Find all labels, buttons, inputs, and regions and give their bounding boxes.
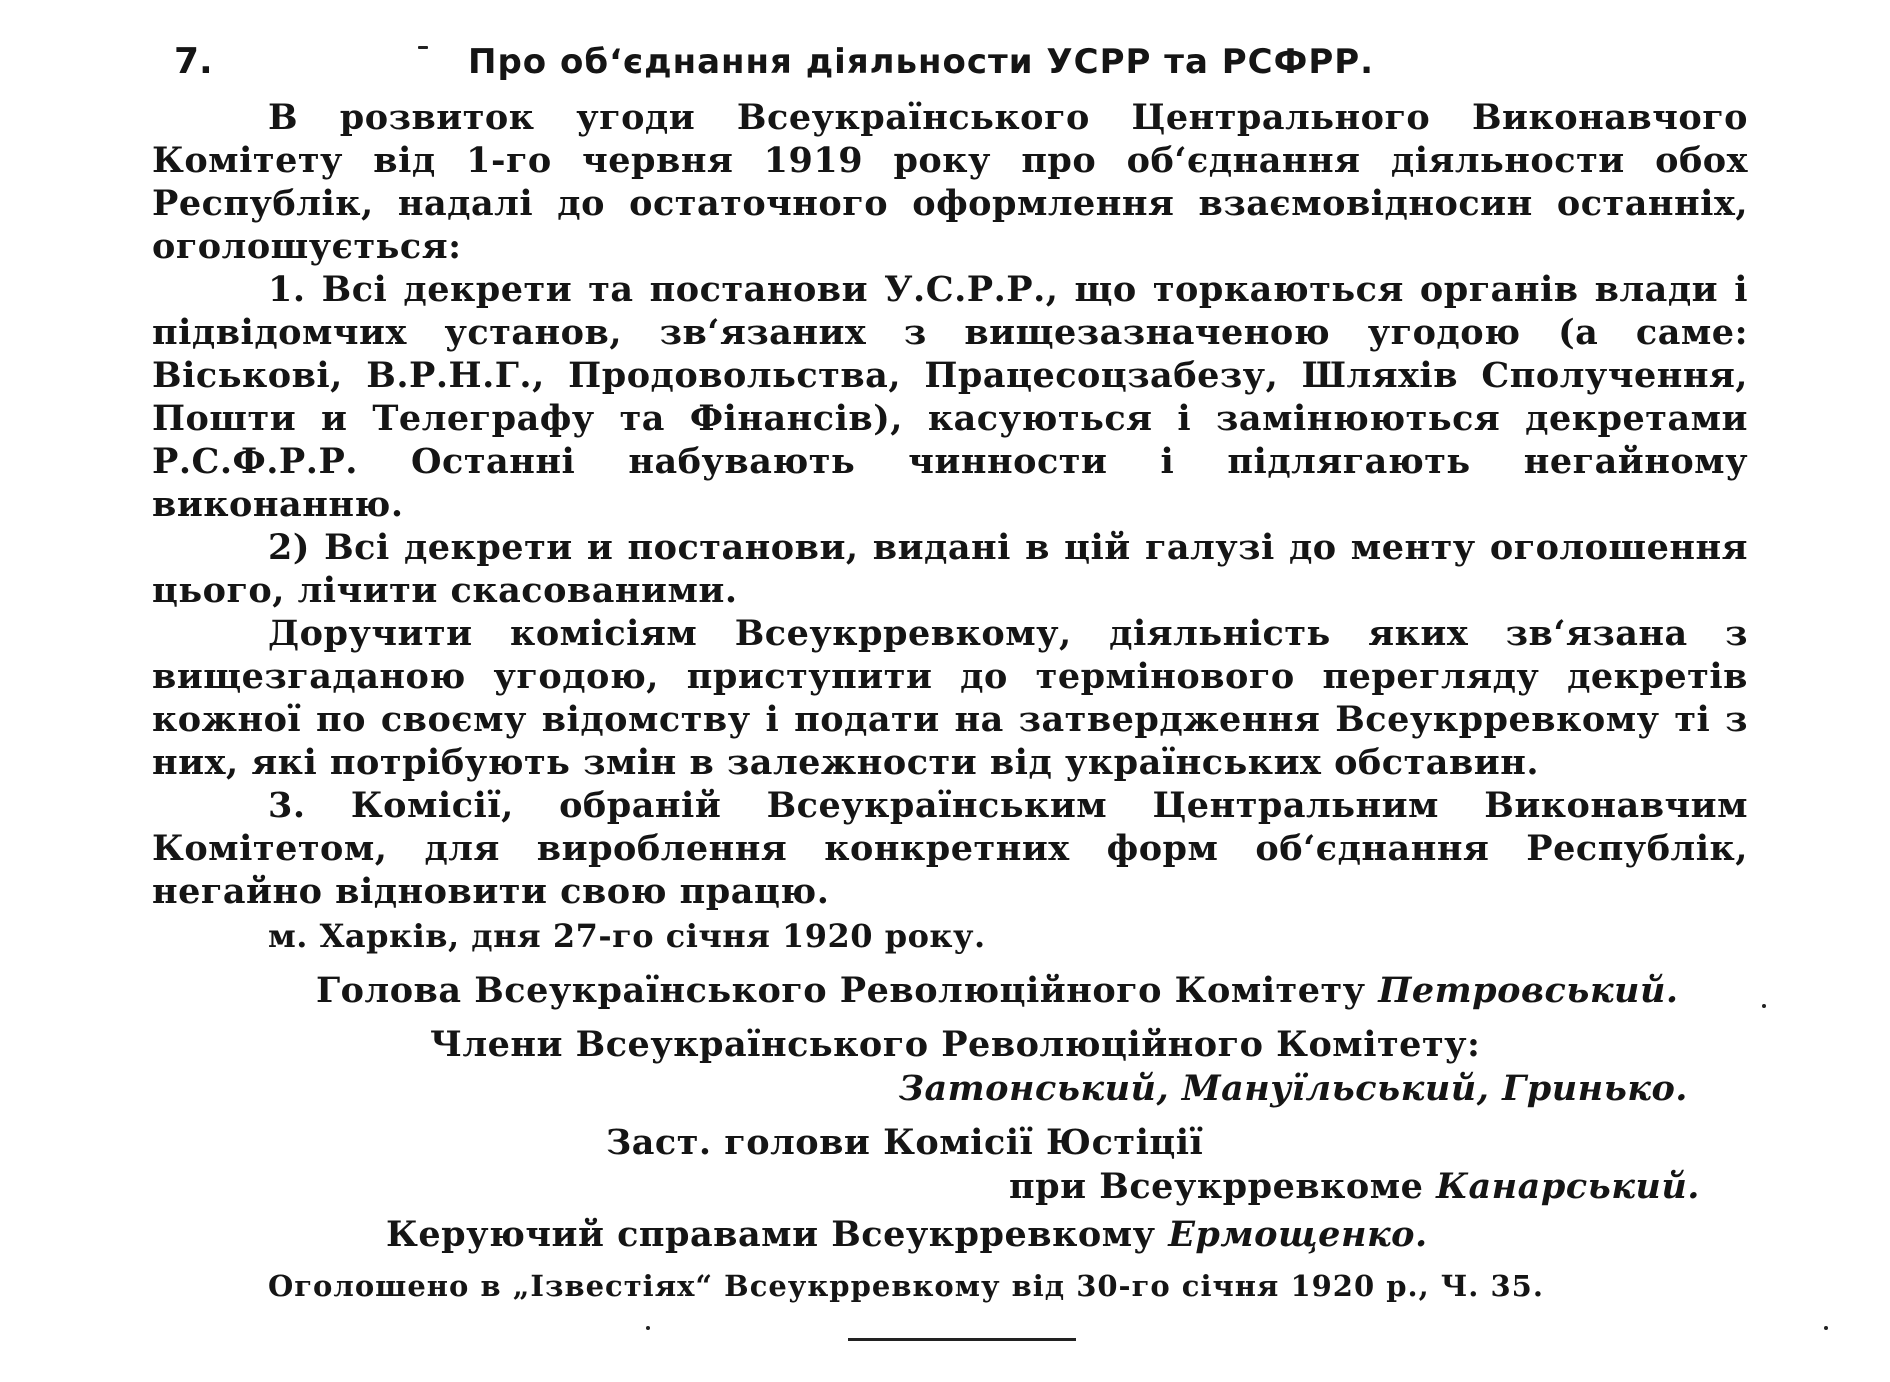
paragraph-point-2: 2) Всі декрети и постанови, видані в цій галузі до менту оголошення цього, лічити скасованими.: [152, 527, 1748, 611]
place-and-date: м. Харків, дня 27-го січня 1920 року.: [268, 917, 986, 955]
paragraph-point-3: 3. Комісії, обраній Всеукраїнським Центральним Виконавчим Комітетом, для вироблення конкретних форм об‘єднання Республік, негайно відновити свою працю.: [152, 785, 1748, 912]
paragraph-point-1: 1. Всі декрети та постанови У.С.Р.Р., що торкаються органів влади і підвідомчих установ, зв‘язаних з вищезазначеною угодою (а саме: Віськові, В.Р.Н.Г., Продовольства, Працесоцзабезу, Шляхів Сполучення, Пошти и Телеграфу та Фінансів), касуються і замінюються декретами Р.С.Ф.Р.Р. Останні набувають чинности і підлягають негайному виконанню.: [152, 269, 1748, 525]
document-header: [0, 36, 1890, 88]
manager-title: Керуючий справами Всеукрревкому: [386, 1214, 1156, 1255]
paragraph-intro: В розвиток угоди Всеукраїнського Центрального Виконавчого Комітету від 1-го червня 1919 року про об‘єднання діяльности обох Республік, надалі до остаточного оформлення взаємовідносин останніх, оголошується:: [152, 97, 1748, 267]
signature-members-title: Члени Всеукраїнського Революційного Комітету:: [430, 1024, 1481, 1065]
paragraph-instruction: Доручити комісіям Всеукрревкому, діяльність яких зв‘язана з вищезгаданою угодою, приступити до термінового перегляду декретів кожної по своєму відомству і подати на затвердження Всеукрревкому ті з них, які потрібують змін в залежности від українських обставин.: [152, 613, 1748, 783]
document-number: 7.: [174, 41, 213, 82]
document-body: [152, 96, 1748, 913]
chair-title: Голова Всеукраїнського Революційного Комітету: [316, 970, 1366, 1011]
members-names: Затонський, Мануїльський, Гринько.: [898, 1068, 1688, 1109]
document-title: Про об‘єднання діяльности УСРР та РСФРР.: [468, 42, 1375, 82]
print-speck: [646, 1326, 650, 1330]
deputy-title: при Всеукрревкоме: [1009, 1166, 1424, 1207]
manager-name: Ермощенко.: [1168, 1214, 1428, 1255]
signature-chair: [316, 968, 1679, 1014]
print-speck: [418, 46, 428, 49]
deputy-name: Канарський.: [1436, 1166, 1700, 1207]
end-rule-divider: [848, 1338, 1076, 1341]
publication-note: Оголошено в „Ізвестіях“ Всеукрревкому від 30-го січня 1920 р., Ч. 35.: [268, 1269, 1544, 1303]
print-speck: [1762, 1004, 1766, 1008]
signature-deputy: [1009, 1164, 1700, 1210]
signature-deputy-title: Заст. голови Комісії Юстіції: [606, 1122, 1204, 1163]
chair-name: Петровський.: [1378, 970, 1679, 1011]
signature-manager: [386, 1212, 1428, 1258]
print-speck: [1824, 1326, 1828, 1330]
signature-members-names: [899, 1066, 1688, 1112]
